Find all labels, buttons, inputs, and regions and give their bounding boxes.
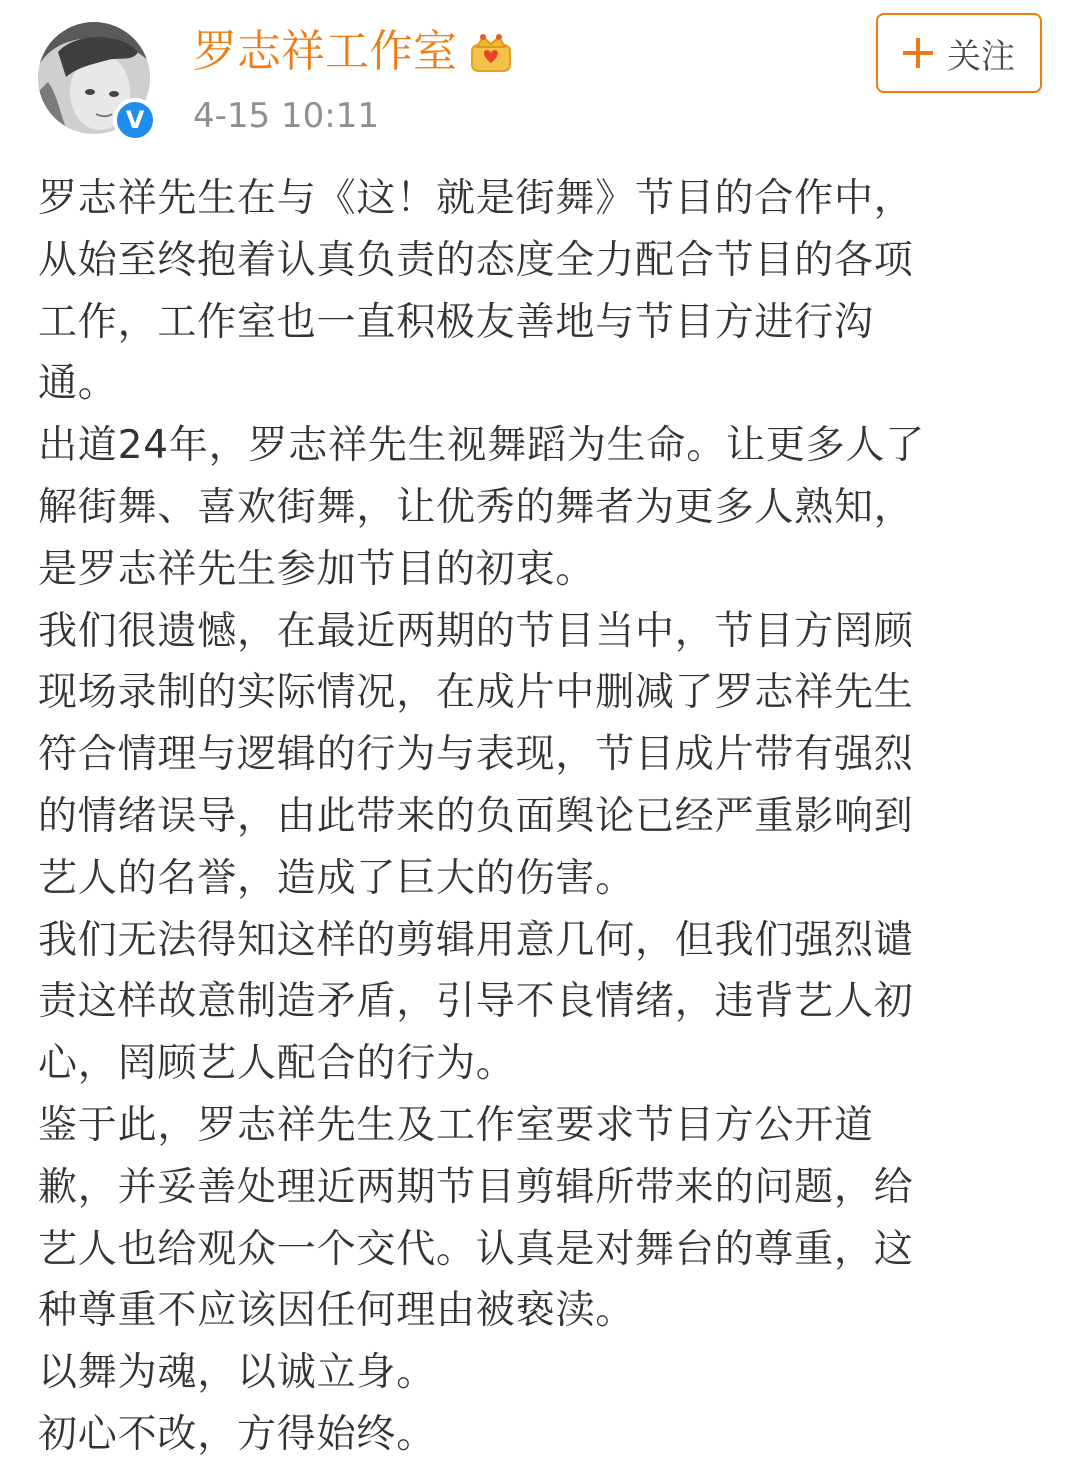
post-text-line: 初心不改，方得始终。 [38,1411,437,1457]
post-timestamp: 4-15 10:11 [193,96,379,136]
crown-icon [469,31,513,73]
follow-label: 关注 [947,36,1015,77]
post-text-line: 以舞为魂，以诚立身。 [38,1350,437,1396]
plus-icon [903,38,933,68]
username[interactable]: 罗志祥工作室 [193,26,457,77]
post-text-line: 符合情理与逻辑的行为与表现，节目成片带有强烈 [38,732,914,778]
post-text-line: 我们很遗憾，在最近两期的节目当中，节目方罔顾 [38,608,914,654]
post-text-line: 艺人也给观众一个交代。认真是对舞台的尊重，这 [38,1226,914,1272]
verified-mark: V [125,106,145,134]
post-header [0,0,1080,150]
verified-badge-icon [113,98,157,142]
post-text-line: 出道24年，罗志祥先生视舞蹈为生命。让更多人了 [38,423,926,469]
post-text-line: 责这样故意制造矛盾，引导不良情绪，违背艺人初 [38,979,914,1025]
post-text-line: 的情绪误导，由此带来的负面舆论已经严重影响到 [38,793,914,839]
post-text-line: 解街舞、喜欢街舞，让优秀的舞者为更多人熟知， [38,484,914,530]
post-text-line: 工作，工作室也一直积极友善地与节目方进行沟 [38,299,874,345]
post-text-line: 是罗志祥先生参加节目的初衷。 [38,546,596,592]
post-text-line: 通。 [38,361,118,407]
post-text-line: 从始至终抱着认真负责的态度全力配合节目的各项 [38,237,914,283]
post-text-line: 我们无法得知这样的剪辑用意几何，但我们强烈谴 [38,917,914,963]
follow-button[interactable] [876,13,1042,93]
post-text-line: 艺人的名誉，造成了巨大的伤害。 [38,855,636,901]
post-body [38,168,1038,1466]
post-text-line: 种尊重不应该因任何理由被亵渎。 [38,1288,636,1334]
post-text-line: 鉴于此，罗志祥先生及工作室要求节目方公开道 [38,1102,874,1148]
post-text-line: 罗志祥先生在与《这！就是街舞》节目的合作中， [38,176,914,221]
post-text-line: 心，罔顾艺人配合的行为。 [38,1041,516,1087]
username-row [193,20,513,84]
post-text-line: 歉，并妥善处理近两期节目剪辑所带来的问题，给 [38,1164,914,1210]
post-text-line: 现场录制的实际情况，在成片中删减了罗志祥先生 [38,670,914,716]
